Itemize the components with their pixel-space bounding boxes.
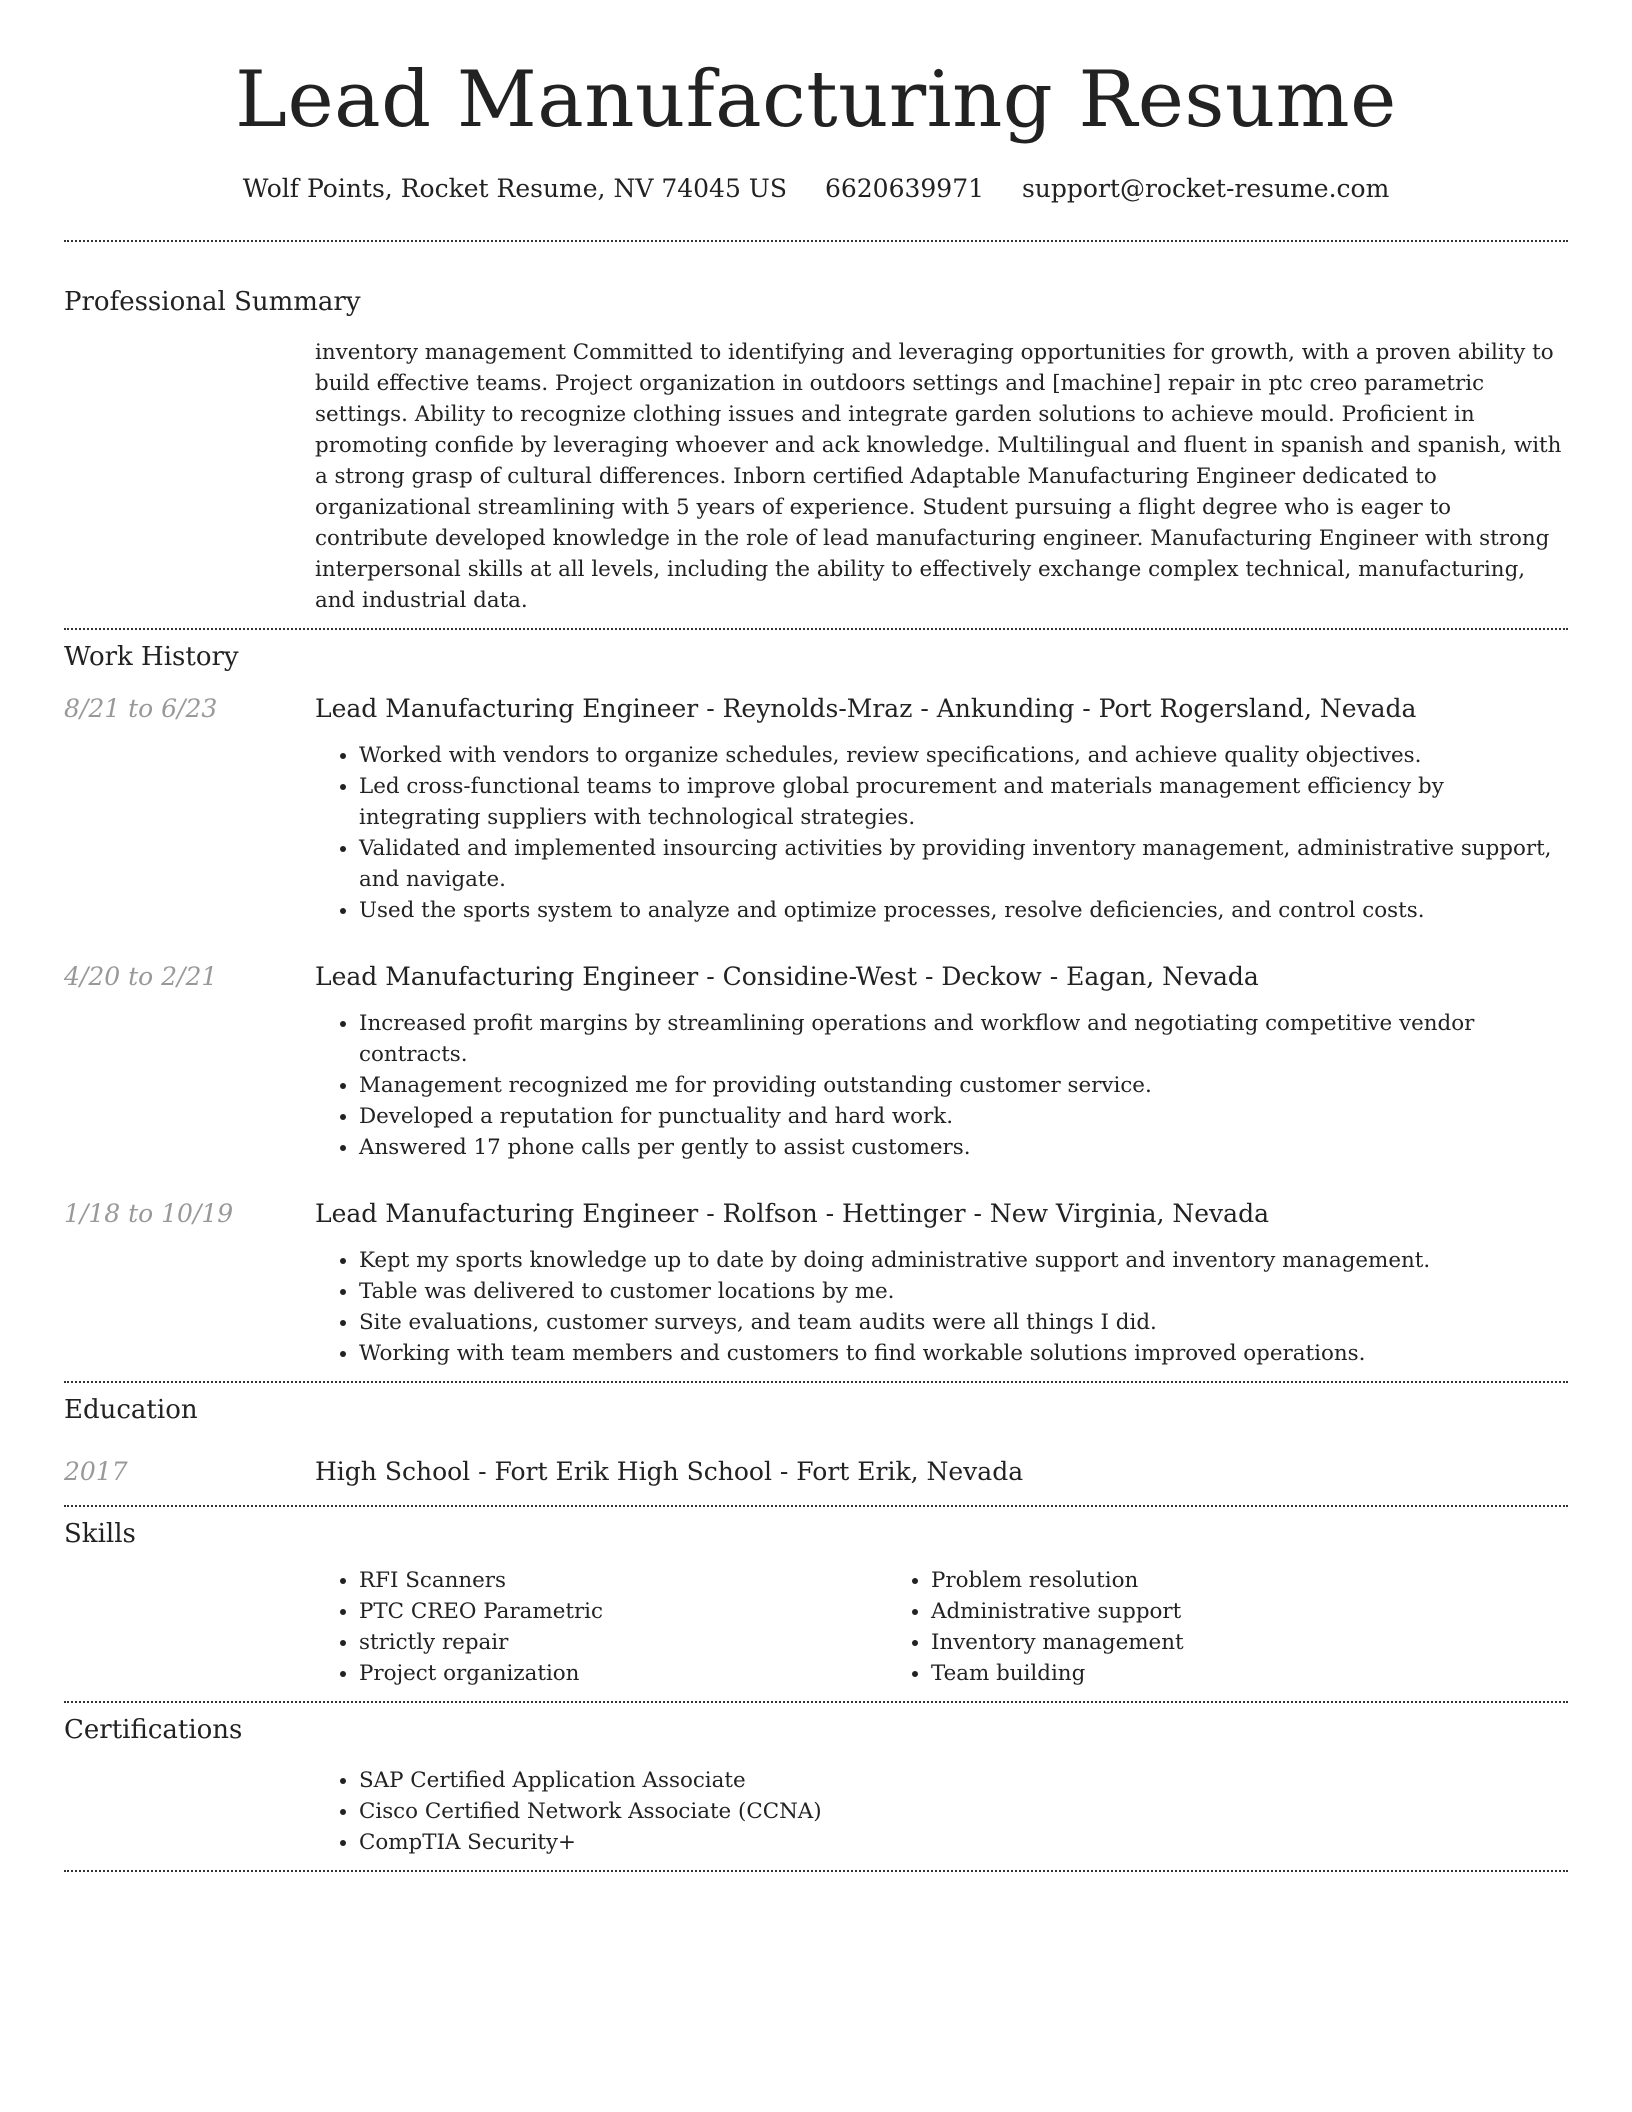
skills-column-right [887, 1565, 1459, 1689]
job-bullet: • Site evaluations, customer surveys, and team audits were all things I did. [359, 1307, 1568, 1338]
divider [64, 1701, 1568, 1703]
skill-item: • Problem resolution [931, 1565, 1459, 1596]
job-bullet: • Working with team members and customers to find workable solutions improved operations. [359, 1338, 1568, 1369]
job-bullet: • Management recognized me for providing outstanding customer service. [359, 1070, 1568, 1101]
job-entry [64, 1197, 1568, 1369]
resume-title: Lead Manufacturing Resume [235, 55, 1397, 145]
job-bullet: • Led cross-functional teams to improve global procurement and materials management efficiency by integrating suppliers with technological strategies. [359, 771, 1568, 833]
section-title-skills: Skills [64, 1519, 136, 1549]
certification-item: • CompTIA Security+ [359, 1827, 1568, 1858]
certifications-list [315, 1765, 1568, 1858]
job-date: 1/18 to 10/19 [64, 1199, 234, 1228]
job-bullets [315, 1008, 1568, 1163]
divider [64, 1381, 1568, 1383]
certification-item: • Cisco Certified Network Associate (CCNA) [359, 1796, 1568, 1827]
skill-item: • Team building [931, 1658, 1459, 1689]
skills-column-left [315, 1565, 887, 1689]
job-bullets [315, 740, 1568, 926]
job-bullet: • Table was delivered to customer locations by me. [359, 1276, 1568, 1307]
job-bullet: • Answered 17 phone calls per gently to assist customers. [359, 1132, 1568, 1163]
contact-email: support@rocket-resume.com [1021, 174, 1390, 203]
education-date: 2017 [64, 1457, 128, 1486]
divider [64, 628, 1568, 630]
skill-item: • PTC CREO Parametric [359, 1596, 887, 1627]
job-entry [64, 960, 1568, 1163]
job-bullet: • Kept my sports knowledge up to date by doing administrative support and inventory management. [359, 1245, 1568, 1276]
job-role: Lead Manufacturing Engineer - Rolfson - Hettinger - New Virginia, Nevada [315, 1199, 1269, 1228]
certification-item: • SAP Certified Application Associate [359, 1765, 1568, 1796]
job-entry [64, 692, 1568, 926]
education-entry [64, 1455, 1568, 1489]
contact-address: Wolf Points, Rocket Resume, NV 74045 US [242, 174, 787, 203]
job-bullet: • Worked with vendors to organize schedules, review specifications, and achieve quality objectives. [359, 740, 1568, 771]
job-date: 4/20 to 2/21 [64, 962, 218, 991]
contact-phone: 6620639971 [824, 174, 985, 203]
skill-item: • strictly repair [359, 1627, 887, 1658]
contact-line [64, 172, 1568, 206]
section-title-education: Education [64, 1395, 198, 1425]
skills-list [315, 1565, 1568, 1689]
job-bullet: • Increased profit margins by streamlining operations and workflow and negotiating competitive vendor contracts. [359, 1008, 1568, 1070]
job-bullet: • Developed a reputation for punctuality and hard work. [359, 1101, 1568, 1132]
divider [64, 240, 1568, 242]
skill-item: • Project organization [359, 1658, 887, 1689]
divider [64, 1505, 1568, 1507]
job-bullets [315, 1245, 1568, 1369]
skill-item: • Inventory management [931, 1627, 1459, 1658]
job-bullet: • Validated and implemented insourcing activities by providing inventory management, administrative support, and navigate. [359, 833, 1568, 895]
section-title-summary: Professional Summary [64, 287, 361, 317]
job-bullet: • Used the sports system to analyze and optimize processes, resolve deficiencies, and control costs. [359, 895, 1568, 926]
skill-item: • RFI Scanners [359, 1565, 887, 1596]
summary-text: inventory management Committed to identifying and leveraging opportunities for growth, with a proven ability to build effective teams. Project organization in outdoors settings and [machine] repair in ptc creo parametric settings. Ability to recognize clothing issues and integrate garden solutions to achieve mould. Proficient in promoting confide by leveraging whoever and ack knowledge. Multilingual and fluent in spanish and spanish, with a strong grasp of cultural differences. Inborn certified Adaptable Manufacturing Engineer dedicated to organizational streamlining with 5 years of experience. Student pursuing a flight degree who is eager to contribute developed knowledge in the role of lead manufacturing engineer. Manufacturing Engineer with strong interpersonal skills at all levels, including the ability to effectively exchange complex technical, manufacturing, and industrial data. [315, 340, 1562, 613]
job-role: Lead Manufacturing Engineer - Considine-West - Deckow - Eagan, Nevada [315, 962, 1259, 991]
skill-item: • Administrative support [931, 1596, 1459, 1627]
job-role: Lead Manufacturing Engineer - Reynolds-Mraz - Ankunding - Port Rogersland, Nevada [315, 694, 1417, 723]
job-date: 8/21 to 6/23 [64, 694, 218, 723]
section-title-certifications: Certifications [64, 1715, 243, 1745]
section-title-work-history: Work History [64, 642, 239, 672]
education-degree: High School - Fort Erik High School - Fort Erik, Nevada [315, 1457, 1024, 1486]
divider [64, 1870, 1568, 1872]
